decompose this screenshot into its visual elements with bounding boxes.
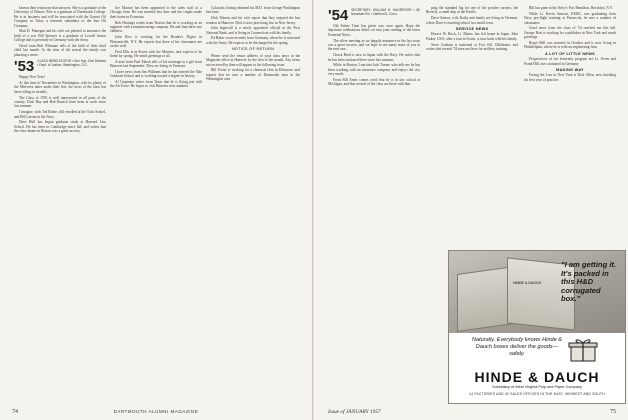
- paragraph: Joe Morton has been appointed to the sales staff of a Chicago firm. He was married last June and the couple make their home in Evanston.: [110, 6, 202, 19]
- gift-box-icon: [567, 337, 599, 363]
- paragraph: Happy New Year!: [19, 75, 45, 80]
- class-editor-info: CLASS NEWS EDITOR • Box Hgr, Civil Division • Dept. of Justice, Washington, D.C.: [37, 59, 106, 68]
- paragraph: Dick Warren and his wife report that they enjoyed the last reunion at Hanover. Dick is now practicing law in New Jersey.: [206, 16, 300, 25]
- issue-line: Issue of JANUARY 1957: [328, 409, 381, 415]
- paragraph: Bill has gone to the Navy's Fort Hamilton, Brooklyn, N.Y.: [529, 6, 613, 10]
- ad-factories-line: 14 FACTORIES AND 42 SALES OFFICES IN THE EAST, MIDWEST AND SOUTH: [469, 392, 605, 396]
- paragraph: Please send the return address of your class news to the Magazine office in Hanover by the first of the month. Any items not received by then will appear in the following issue.: [206, 53, 300, 67]
- paragraph: Colorado, having obtained his M.D. from George Washington last June.: [206, 6, 300, 15]
- paragraph: Progressives of our fraternity program are Lt. Owen and Frank Hill, now stationed in Germany.: [524, 57, 616, 66]
- right-page: [314, 0, 628, 420]
- paragraph: The Class of 1953 is well represented in all parts of the country. Dick Hay and Bob Rausch have been at work since last summer.: [14, 95, 106, 109]
- paragraph: I imagine, with Ted Rothe, still enrolled at the Tuck School, and Bill Larson in the Navy.: [14, 110, 106, 119]
- paragraph: Ed Baker wrote recently from Germany, where he is stationed with the Army. He expects to be discharged in the spring.: [206, 36, 300, 45]
- notice-heading: NOTICE OF RETURN: [231, 47, 275, 52]
- left-page-number: 74: [12, 409, 18, 415]
- paragraph: From Bill Ames comes word that he is in law school at Michigan, and that several of the class are there with him.: [328, 77, 420, 87]
- paragraph: John Ingersoll is a newly appointed official at the First National Bank, and is living in Connecticut with his family.: [206, 26, 300, 35]
- paragraph: Chuck Reed is now in Japan with the Navy. He writes that he has been stationed there since last summer.: [328, 53, 420, 62]
- right-page-number: 75: [610, 409, 616, 415]
- paragraph: John Rice is working for the Reader's Digest in Pleasantville, N.Y. He reports that three of his classmates are on the staff.: [110, 35, 202, 48]
- paragraph: ping the standard log for one of the powder carriers, the Beverly, a small ship in the Pacific.: [426, 6, 518, 15]
- paragraph: I have news from Jim Williams that he has entered the Yale Graduate School and is working toward a degree in history.: [110, 69, 202, 79]
- paragraph: A note from Paul Marsh tells of his marriage to a girl from Hanover last September. They are living in Vermont.: [110, 59, 202, 69]
- paragraph: Dave Hull has begun graduate study at Harvard Law School. He has been in Cambridge since fall, and writes that the class dinner in Boston was a great success.: [14, 120, 106, 134]
- paragraph: Dave Grimes, wife Kathy and family are living in Vermont, where Dave is teaching school in a small town.: [426, 16, 518, 25]
- box-label: HINDE & DAUCH: [513, 281, 541, 285]
- left-page: [0, 0, 313, 420]
- section-heading: A LOT OF LITTLE NEWS: [545, 51, 595, 56]
- ad-tagline: Naturally, Everybody knows Hinde & Dauch boxes deliver the goods—safely.: [471, 337, 563, 357]
- left-column-2: [110, 6, 202, 401]
- class-heading: [14, 60, 106, 74]
- left-column-1: [14, 6, 106, 401]
- paragraph: The silver meeting as we happily announce in the last issue was a great success, and we hope to see many more of you at the next one.: [328, 38, 420, 52]
- footer-title: DARTMOUTH ALUMNI MAGAZINE: [113, 409, 199, 414]
- paragraph: Steve Graham is stationed at Fort Sill, Oklahoma, and writes that several '54 men are there for artillery training.: [426, 42, 518, 51]
- paragraph: Good news from the class of '54 reached me this fall. George Hart is working for a publisher in New York and sends greetings.: [524, 26, 616, 40]
- paragraph: Horace W. Buck, Lt. Maine, has left home in Japan. John Parker, USA, after a tour in Korea, is now back with his family.: [426, 32, 518, 41]
- right-column-1: [328, 6, 420, 401]
- ad-subsidiary-line: Subsidiary of West Virginia Pulp and Paper Company: [492, 385, 582, 389]
- class-secretary-info: SECRETARY, WILLIAM H. McGREGOR • 80 Mountain Rd. • Hartford 5, Conn.: [351, 8, 420, 16]
- paragraph: At this time of November in Washington, with its plenty of the Mid-west takes under their feet, the news of the class has been rolling in steadily.: [14, 81, 106, 94]
- paragraph: While in Boston, I ran into Jack Turner, who tells me he has been working with an insurance company and enjoys the city very much.: [328, 63, 420, 77]
- paragraph: Word from Bob Whitman tells of the birth of their third child last month. At the time of the arrival the family was planning a move.: [14, 44, 106, 57]
- section-heading: MAKING WAY: [556, 68, 584, 72]
- class-heading: [328, 9, 420, 23]
- right-column-3: [524, 6, 616, 242]
- class-year: '54: [328, 7, 349, 24]
- paragraph: Fred Ellis is in Korea with the Marines, and expects to be home by spring. He sends greetings to all.: [110, 49, 202, 59]
- paragraph: known their testimony that answers. She is a graduate of the University of Illinois. Pete is a graduate of Dartmouth College. He is in business and will be associated with the Garrett Oil Company in Tulsa, a research subsidiary of the Sun Oil Company.: [14, 6, 106, 28]
- paragraph: Bob Hastings writes from Boston that he is working as an engineer with a manufacturing company. He and Joan have two children.: [110, 20, 202, 34]
- ad-quote: "I am getting it. It's packed in this H&D corrugated box.": [561, 260, 617, 304]
- paragraph: Old Father Time has given way once again. Hope the departure celebrations didn't cut into your reading of the latest Fraternal News.: [328, 24, 420, 37]
- right-column-2: [426, 6, 518, 242]
- paragraph: Al Carpenter writes from Texas that he is flying jets with the Air Force. He hopes to visit Hanover next summer.: [110, 79, 202, 89]
- hinde-dauch-advertisement: [448, 250, 626, 404]
- paragraph: Matt D. Finnegan and his wife are pleased to announce the birth of a son. Bill Spencer is a graduate of Lowell Junior College and is presently in Germany with the Army.: [14, 29, 106, 43]
- ad-brand: HINDE & DAUCH: [474, 369, 600, 385]
- class-year: '53: [14, 58, 35, 76]
- paragraph: Facing the Law in New York is Dick Allen, now finishing his first year of practice.: [524, 73, 616, 82]
- paragraph: Roger Bell was married in October and is now living in Philadelphia, where he is with an engineering firm.: [524, 40, 616, 50]
- paragraph: Bill Foster is working for a chemical firm in Delaware, and reports that he sees a number of Dartmouth men in the Wilmington area.: [206, 68, 300, 82]
- section-heading: SERVICE NEWS: [455, 27, 489, 31]
- left-column-3: [206, 6, 300, 401]
- paragraph: While Lt. Kevin Armour, USMC, was graduating from Navy pre-flight training at Pensacola, he met a number of classmates.: [524, 11, 616, 25]
